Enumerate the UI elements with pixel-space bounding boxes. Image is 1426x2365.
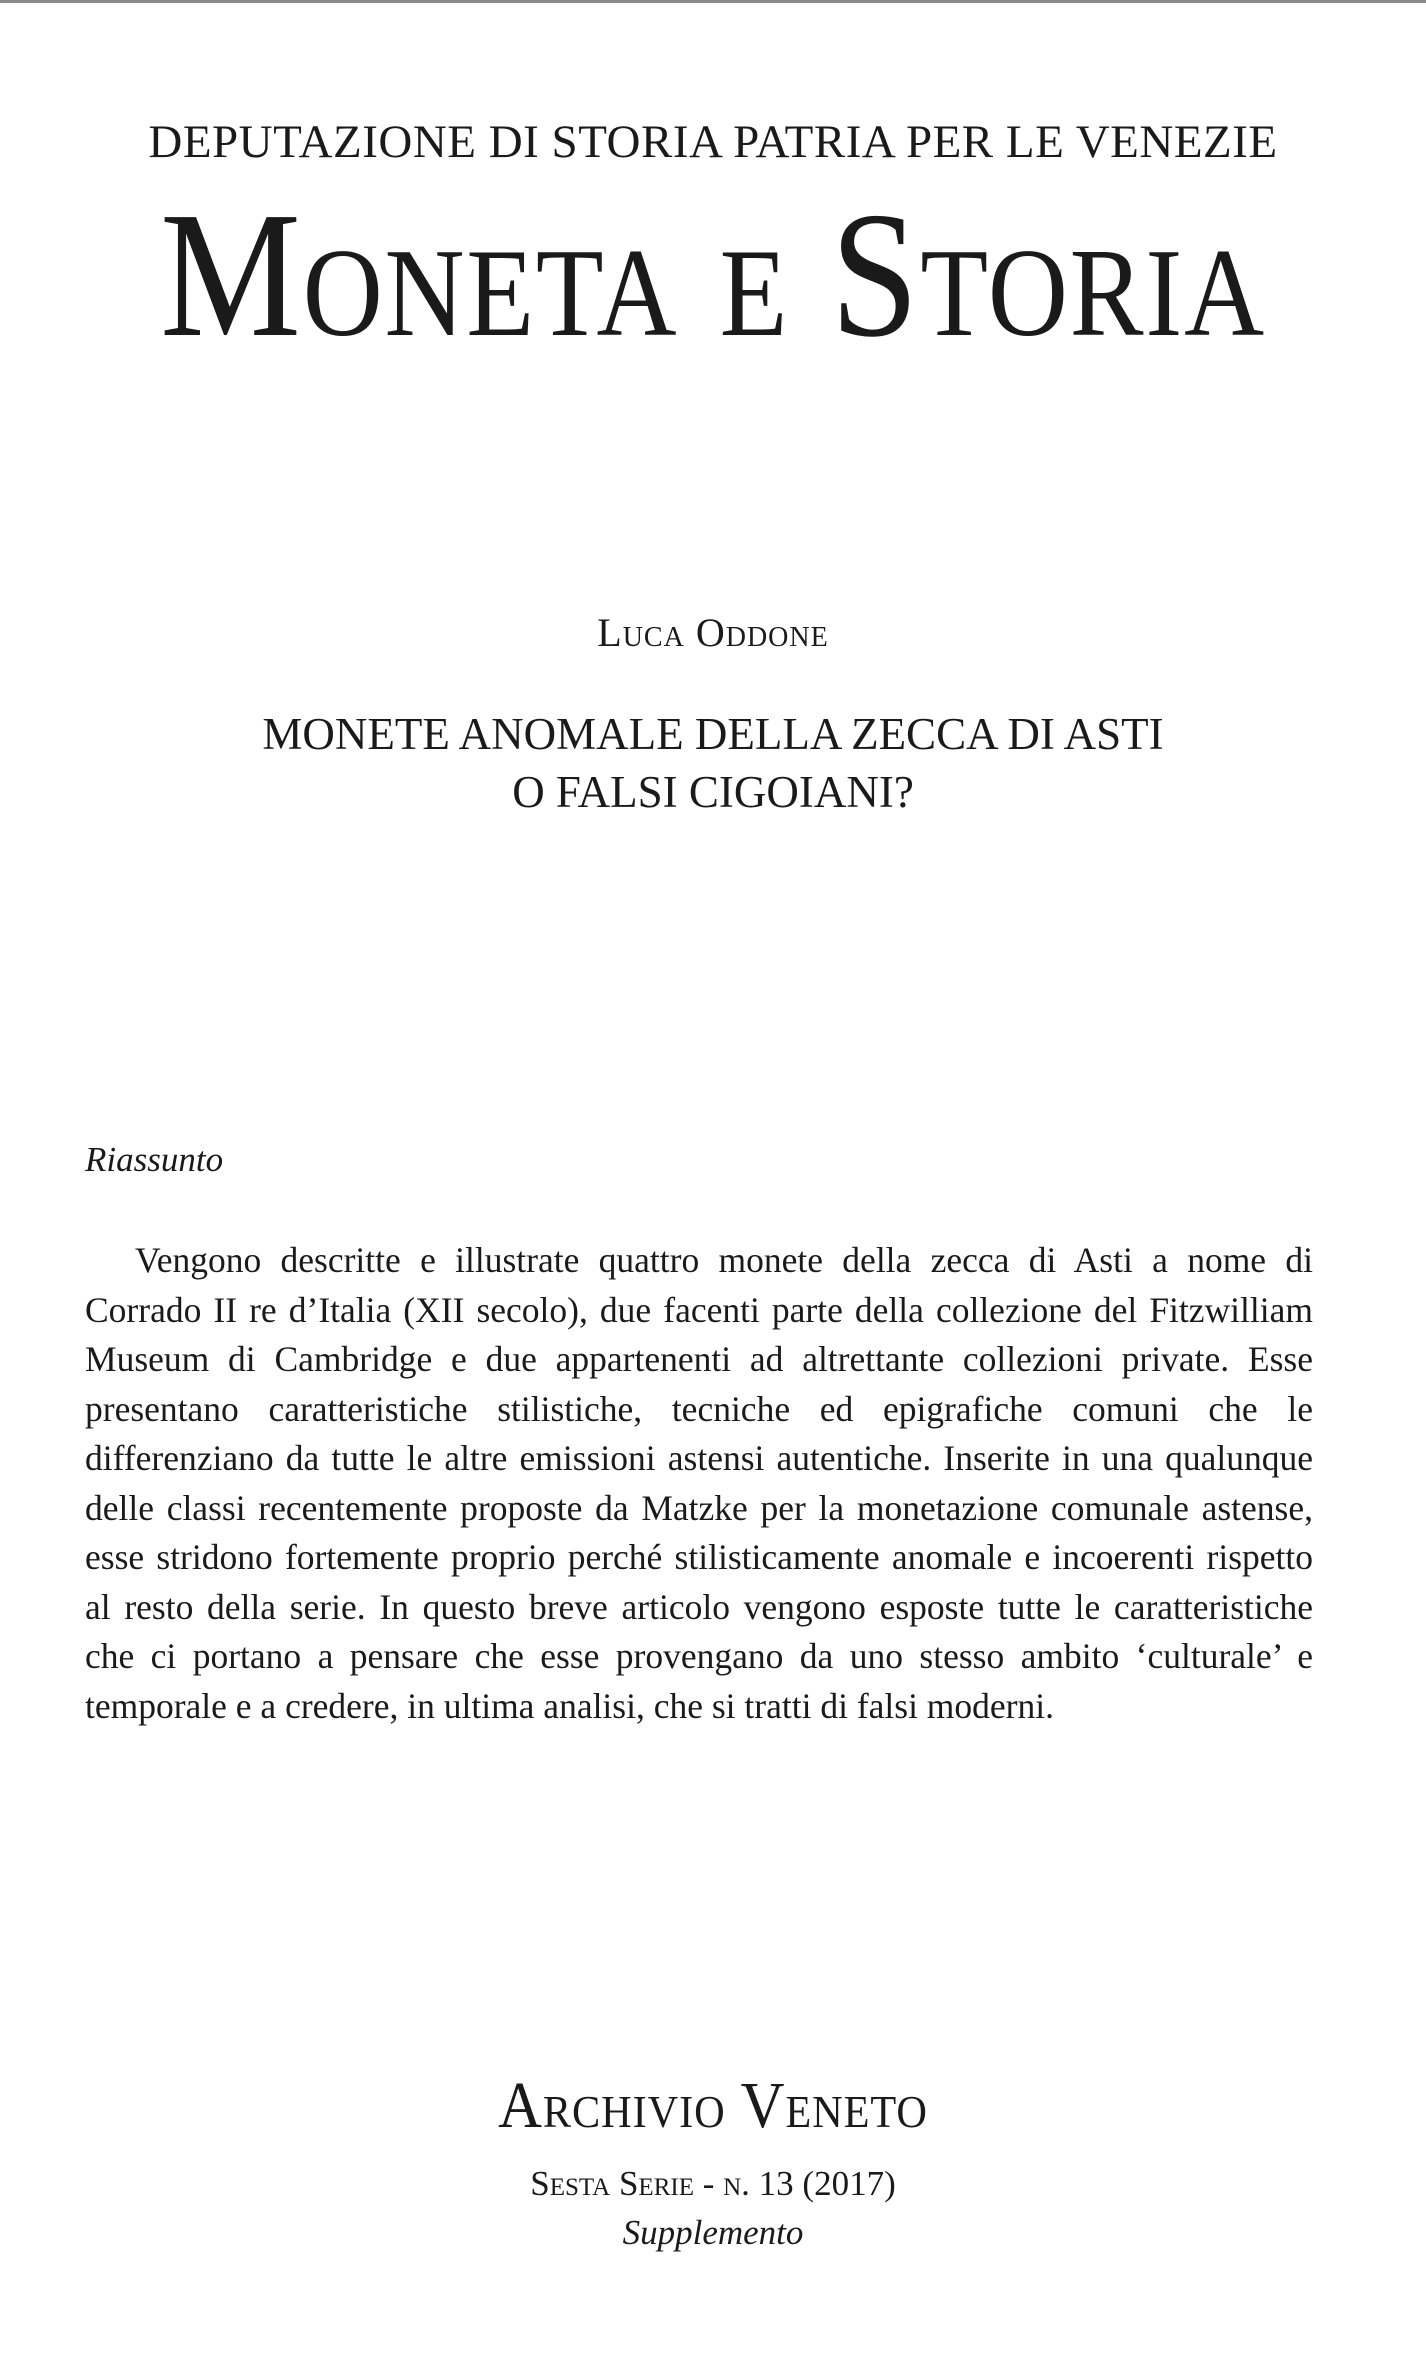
journal-name: Archivio Veneto (498, 2069, 928, 2142)
article-title-line-2: O FALSI CIGOIANI? (512, 767, 914, 817)
abstract-heading: Riassunto (85, 1140, 224, 1179)
journal-series-info: Sesta Serie - n. 13 (2017) (530, 2164, 896, 2203)
series-title: Moneta e Storia (160, 175, 1266, 374)
author-name: Luca Oddone (597, 610, 829, 655)
abstract-body: Vengono descritte e illustrate quattro monete della zecca di Asti a nome di Corrado II re d’Italia (XII secolo), due facenti parte della collezione del Fitzwilliam Museum di Cambridge e due appartenenti ad altrettante collezioni private. Esse presentano caratteristiche stilistiche, tecniche ed epigrafiche comuni che le differenziano da tutte le altre emissioni astensi autentiche. Inserite in una qualunque delle classi recentemente proposte da Matzke per la monetazione comunale astense, esse stridono fortemente proprio perché stilisticamente anomale e incoerenti rispetto al resto della serie. In questo breve articolo vengono esposte tutte le caratteristiche che ci portano a pensare che esse provengano da uno stesso ambito ‘culturale’ e temporale e a credere, in ultima analisi, che si tratti di falsi moderni. (85, 1240, 1313, 1726)
article-title (0, 705, 1426, 821)
journal-supplement-label: Supplemento (622, 2213, 804, 2252)
top-rule (0, 0, 1426, 3)
organization-name: DEPUTAZIONE DI STORIA PATRIA PER LE VENEZIE (148, 116, 1278, 168)
article-title-line-1: MONETE ANOMALE DELLA ZECCA DI ASTI (262, 709, 1164, 759)
